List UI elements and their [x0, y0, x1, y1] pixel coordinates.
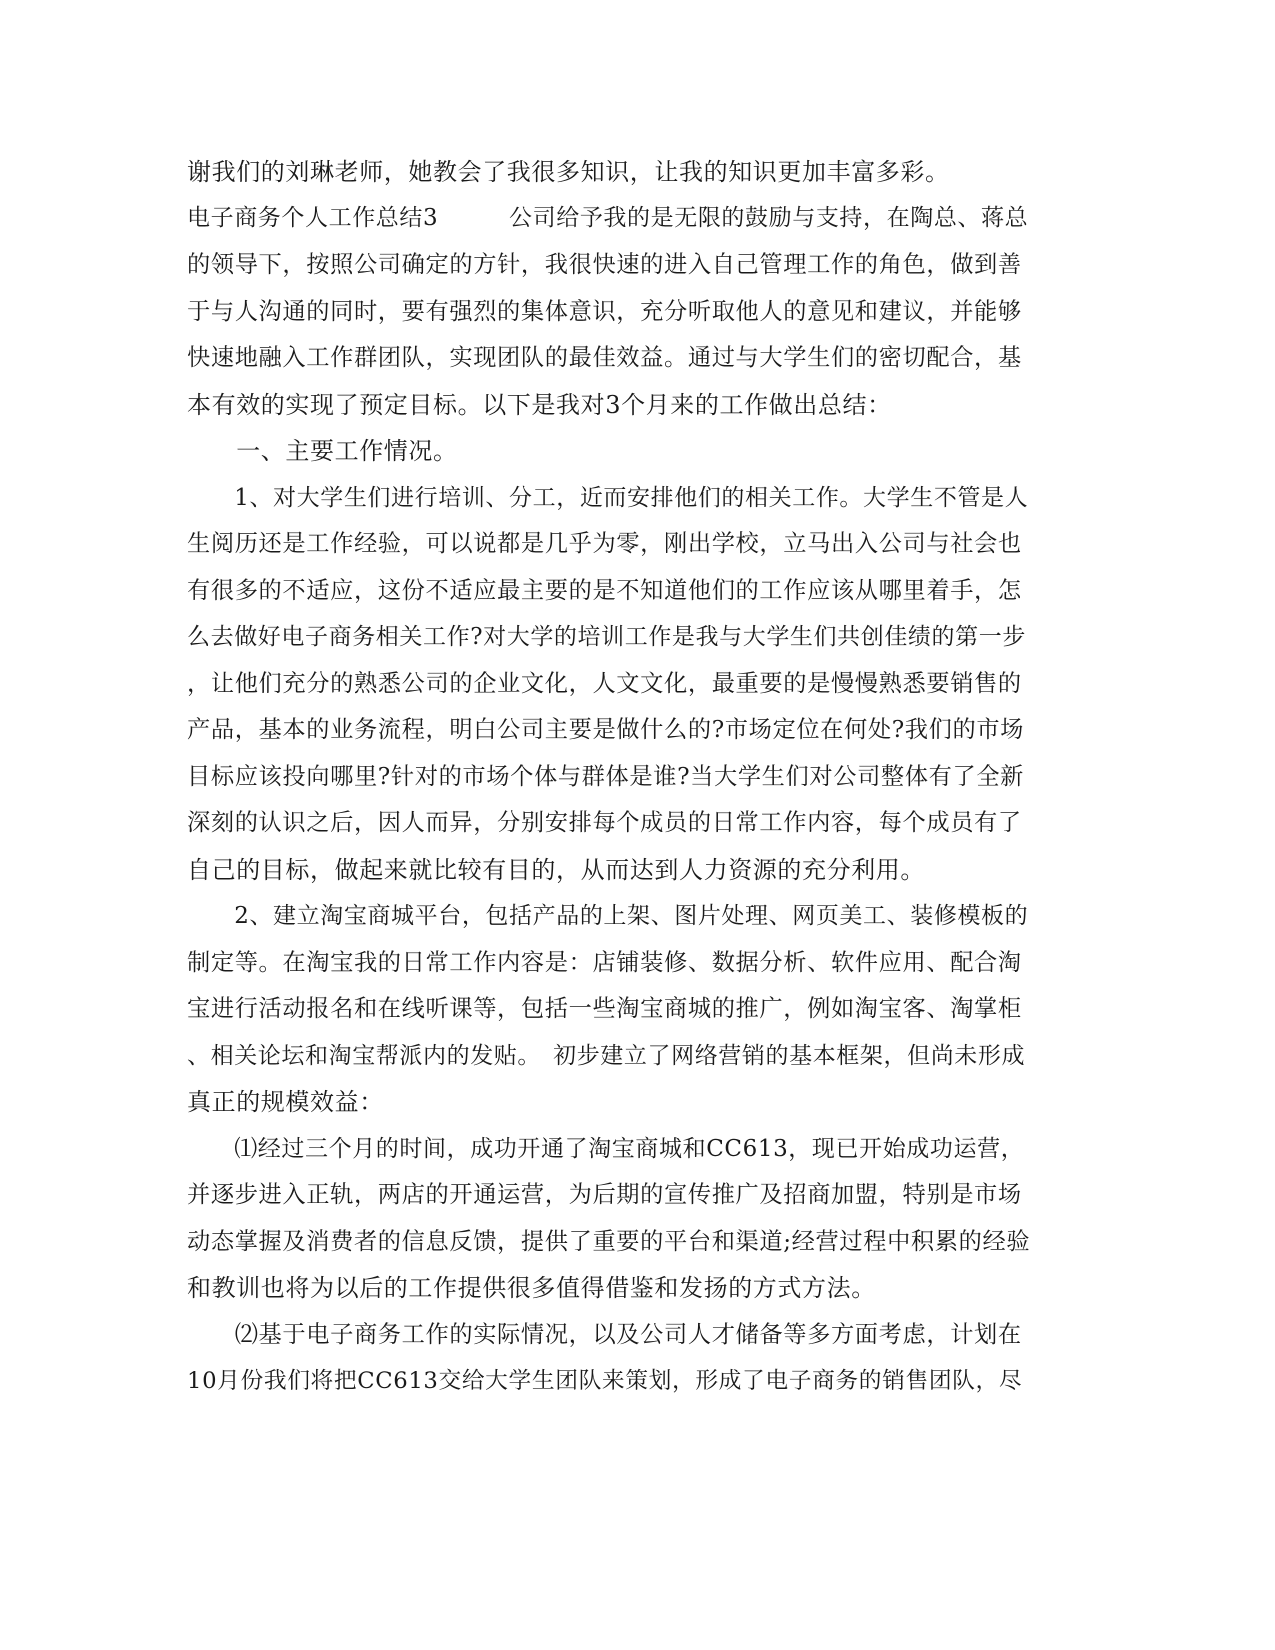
text-line: 生阅历还是工作经验，可以说都是几乎为零，刚出学校，立马出入公司与社会也 [187, 530, 1022, 557]
text-line: 电子商务个人工作总结3 公司给予我的是无限的鼓励与支持，在陶总、蒋总 [187, 205, 1029, 231]
text-line: 真正的规模效益： [187, 1088, 384, 1116]
text-line: 于与人沟通的同时，要有强烈的集体意识，充分听取他人的意见和建议，并能够 [187, 298, 1022, 325]
text-line: ，让他们充分的熟悉公司的企业文化，人文文化，最重要的是慢慢熟悉要销售的 [187, 670, 1022, 697]
text-line: 产品，基本的业务流程，明白公司主要是做什么的?市场定位在何处?我们的市场 [187, 716, 1025, 743]
text-line: 目标应该投向哪里?针对的市场个体与群体是谁?当大学生们对公司整体有了全新 [187, 763, 1025, 790]
text-line: 动态掌握及消费者的信息反馈，提供了重要的平台和渠道;经营过程中积累的经验 [187, 1228, 1031, 1255]
text-line: 2、建立淘宝商城平台，包括产品的上架、图片处理、网页美工、装修模板的 [187, 903, 1029, 929]
text-line: 自己的目标，做起来就比较有目的，从而达到人力资源的充分利用。 [187, 856, 925, 884]
section-heading: 一、主要工作情况。 [187, 437, 458, 465]
text-line: ⑴经过三个月的时间，成功开通了淘宝商城和CC613，现已开始成功运营， [187, 1136, 1025, 1162]
text-line: 并逐步进入正轨，两店的开通运营，为后期的宣传推广及招商加盟，特别是市场 [187, 1181, 1022, 1208]
text-line: 么去做好电子商务相关工作?对大学的培训工作是我与大学生们共创佳绩的第一步 [187, 624, 1026, 650]
text-line: 10月份我们将把CC613交给大学生团队来策划，形成了电子商务的销售团队，尽 [187, 1368, 1023, 1394]
text-line: 的领导下，按照公司确定的方针，我很快速的进入自己管理工作的角色，做到善 [187, 251, 1022, 278]
text-line: 有很多的不适应，这份不适应最主要的是不知道他们的工作应该从哪里着手，怎 [187, 577, 1022, 604]
text-line: 宝进行活动报名和在线听课等，包括一些淘宝商城的推广，例如淘宝客、淘掌柜 [187, 995, 1022, 1022]
text-line: 谢我们的刘琳老师，她教会了我很多知识，让我的知识更加丰富多彩。 [187, 158, 950, 186]
text-line: 和教训也将为以后的工作提供很多值得借鉴和发扬的方式方法。 [187, 1274, 876, 1302]
text-line: 快速地融入工作群团队，实现团队的最佳效益。通过与大学生们的密切配合，基 [187, 344, 1022, 371]
text-line: ⑵基于电子商务工作的实际情况，以及公司人才储备等多方面考虑，计划在 [187, 1321, 1022, 1348]
text-line: 、相关论坛和淘宝帮派内的发贴。 初步建立了网络营销的基本框架，但尚未形成 [187, 1043, 1026, 1069]
text-line: 深刻的认识之后，因人而异，分别安排每个成员的日常工作内容，每个成员有了 [187, 809, 1022, 836]
text-line: 1、对大学生们进行培训、分工，近而安排他们的相关工作。大学生不管是人 [187, 485, 1029, 511]
text-line: 制定等。在淘宝我的日常工作内容是：店铺装修、数据分析、软件应用、配合淘 [187, 949, 1022, 976]
text-line: 本有效的实现了预定目标。以下是我对3个月来的工作做出总结： [187, 391, 892, 419]
